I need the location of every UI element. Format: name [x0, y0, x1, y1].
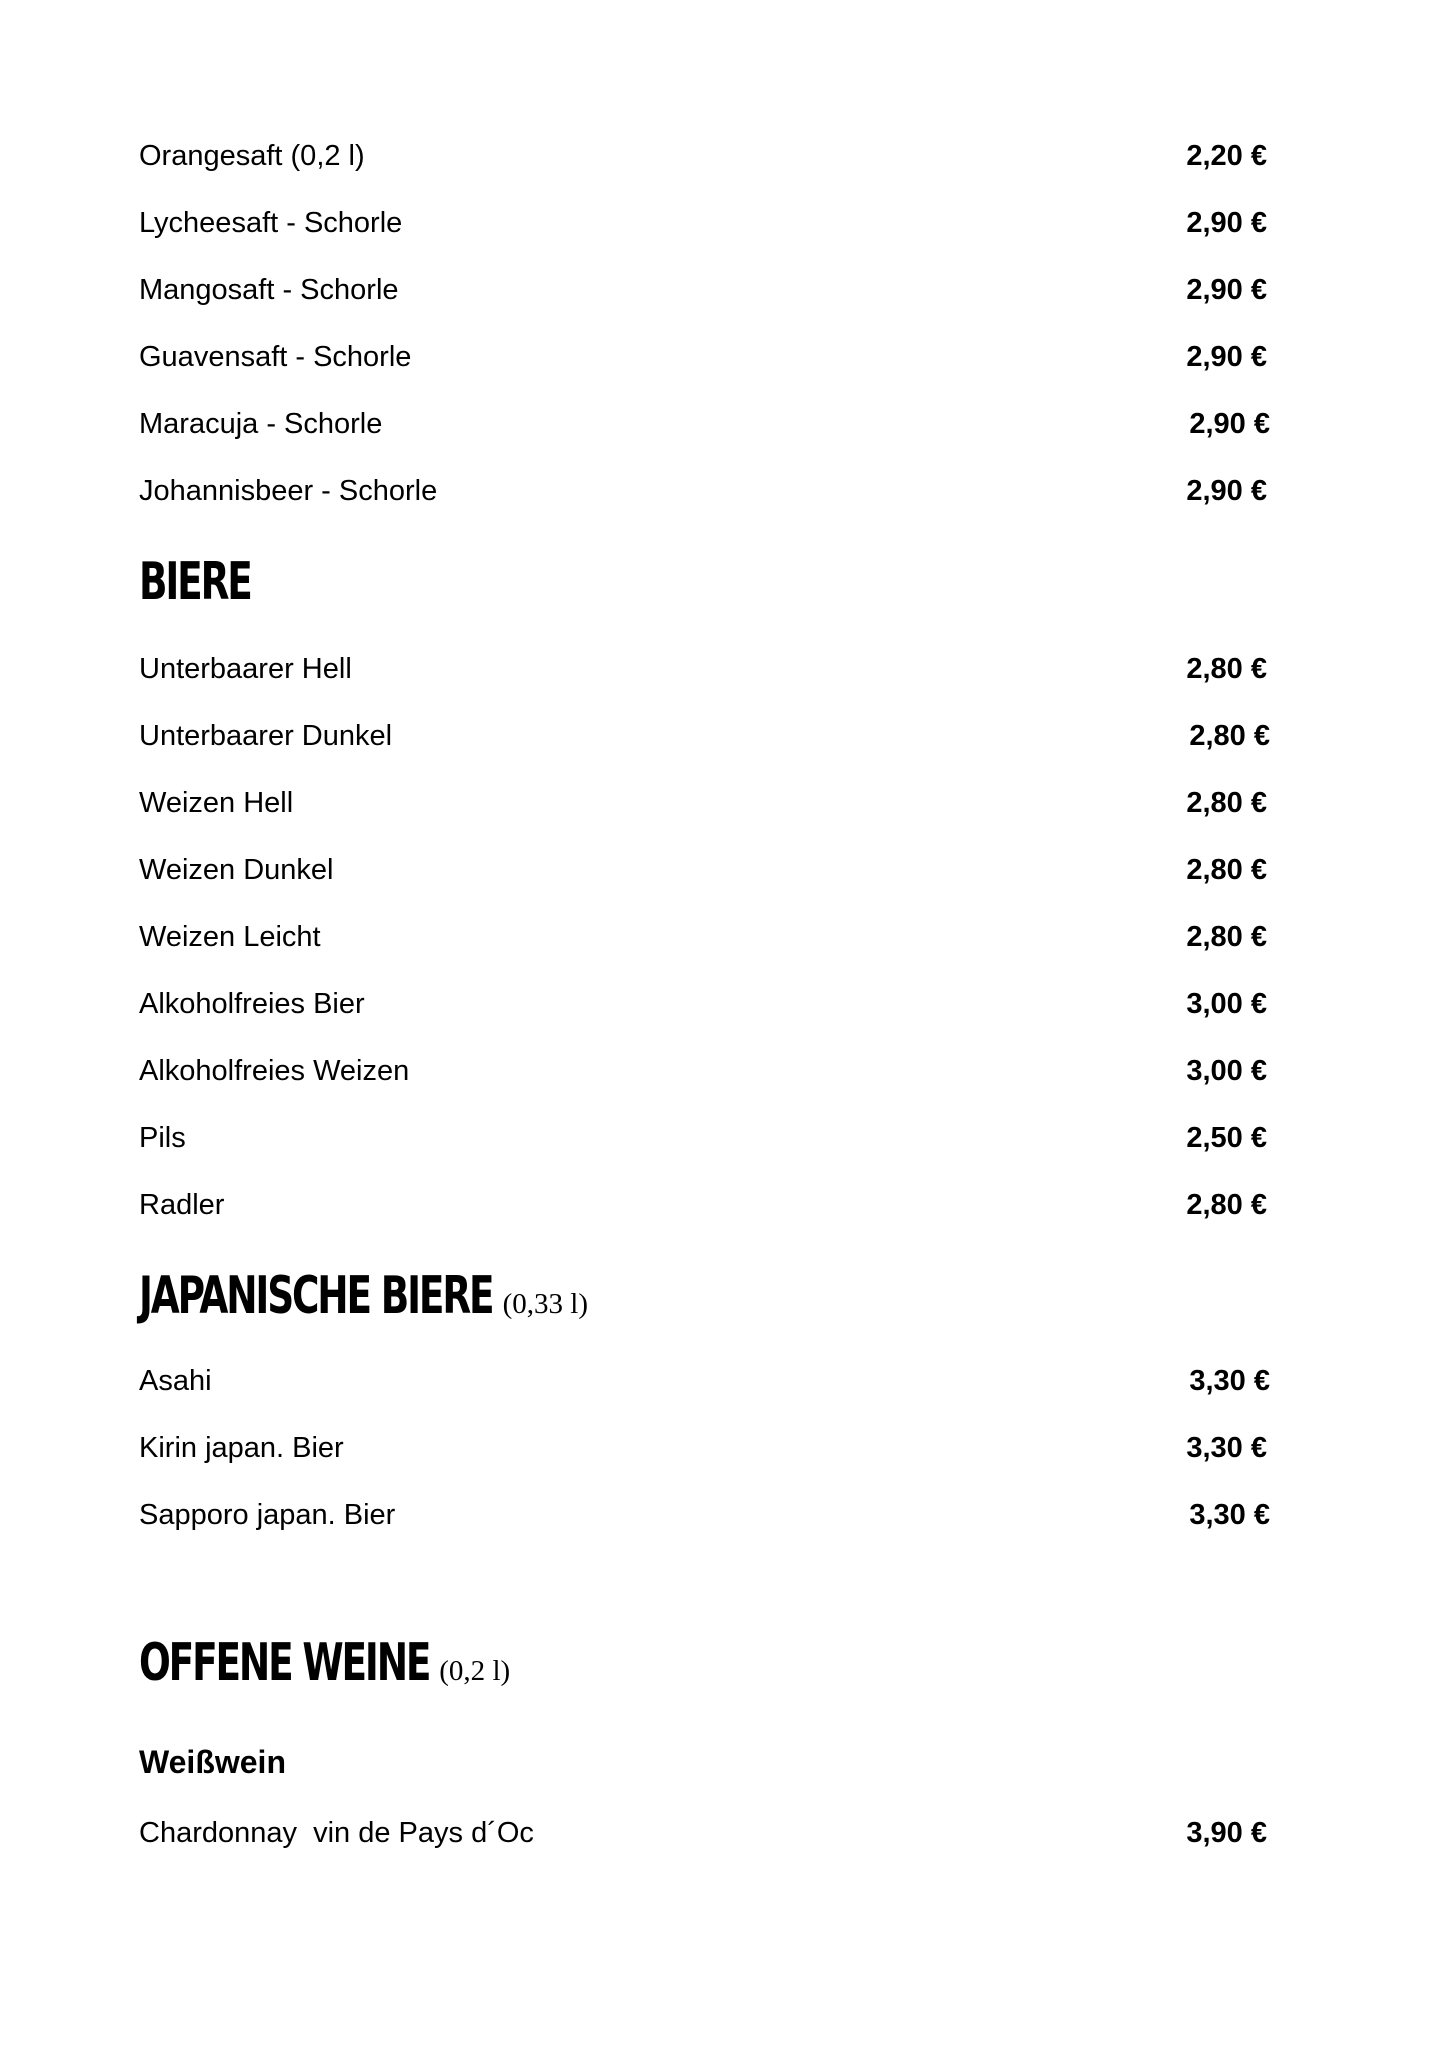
item-name: Maracuja - Schorle	[139, 408, 383, 440]
item-price: 2,90 €	[1186, 475, 1267, 507]
item-price: 2,50 €	[1186, 1122, 1267, 1154]
item-name: Weizen Dunkel	[139, 854, 334, 886]
item-name: Kirin japan. Bier	[139, 1432, 344, 1464]
subsection-heading-weisswein: Weißwein	[139, 1744, 286, 1780]
menu-item	[139, 399, 1270, 449]
item-price: 2,90 €	[1186, 274, 1267, 306]
menu-item	[139, 644, 1267, 694]
menu-item	[139, 1046, 1267, 1096]
item-name: Unterbaarer Hell	[139, 653, 352, 685]
menu-item	[139, 1490, 1270, 1540]
menu-item	[139, 1808, 1267, 1858]
section-heading-japanische-biere	[139, 1266, 588, 1334]
item-name: Pils	[139, 1122, 186, 1154]
menu-item	[139, 778, 1267, 828]
menu-item	[139, 1180, 1267, 1230]
item-price: 2,80 €	[1186, 921, 1267, 953]
section-volume: (0,33 l)	[502, 1288, 588, 1320]
menu-item	[139, 1423, 1267, 1473]
menu-item	[139, 1113, 1267, 1163]
menu-item	[139, 711, 1270, 761]
item-price: 2,80 €	[1186, 787, 1267, 819]
item-price: 2,80 €	[1186, 653, 1267, 685]
item-name: Orangesaft (0,2 l)	[139, 140, 365, 172]
section-heading-offene-weine	[139, 1633, 511, 1701]
item-price: 3,90 €	[1186, 1817, 1267, 1849]
item-name: Asahi	[139, 1365, 212, 1397]
item-name: Weizen Leicht	[139, 921, 321, 953]
item-price: 2,90 €	[1186, 341, 1267, 373]
item-price: 3,00 €	[1186, 988, 1267, 1020]
menu-item	[139, 912, 1267, 962]
item-price: 2,80 €	[1189, 720, 1270, 752]
menu-item	[139, 131, 1267, 181]
item-price: 3,30 €	[1189, 1499, 1270, 1531]
item-price: 3,30 €	[1186, 1432, 1267, 1464]
item-name: Alkoholfreies Bier	[139, 988, 365, 1020]
item-name: Sapporo japan. Bier	[139, 1499, 396, 1531]
item-price: 3,00 €	[1186, 1055, 1267, 1087]
item-price: 2,80 €	[1186, 854, 1267, 886]
item-name: Guavensaft - Schorle	[139, 341, 412, 373]
menu-item	[139, 198, 1267, 248]
menu-item	[139, 265, 1267, 315]
item-name: Weizen Hell	[139, 787, 294, 819]
item-name: Mangosaft - Schorle	[139, 274, 399, 306]
menu-item	[139, 466, 1267, 516]
item-name: Alkoholfreies Weizen	[139, 1055, 410, 1087]
section-heading-biere	[139, 552, 251, 612]
item-price: 2,90 €	[1189, 408, 1270, 440]
item-price: 2,90 €	[1186, 207, 1267, 239]
item-name: Johannisbeer - Schorle	[139, 475, 438, 507]
item-price: 2,80 €	[1186, 1189, 1267, 1221]
section-title: OFFENE WEINE	[139, 1633, 430, 1693]
section-title: BIERE	[139, 552, 251, 612]
menu-item	[139, 1356, 1270, 1406]
item-price: 2,20 €	[1186, 140, 1267, 172]
menu-item	[139, 332, 1267, 382]
menu-item	[139, 845, 1267, 895]
section-volume: (0,2 l)	[439, 1655, 511, 1687]
item-name: Lycheesaft - Schorle	[139, 207, 403, 239]
item-name: Chardonnay vin de Pays d´Oc	[139, 1817, 534, 1849]
item-name: Unterbaarer Dunkel	[139, 720, 393, 752]
section-title: JAPANISCHE BIERE	[139, 1266, 493, 1326]
item-name: Radler	[139, 1189, 225, 1221]
item-price: 3,30 €	[1189, 1365, 1270, 1397]
menu-item	[139, 979, 1267, 1029]
